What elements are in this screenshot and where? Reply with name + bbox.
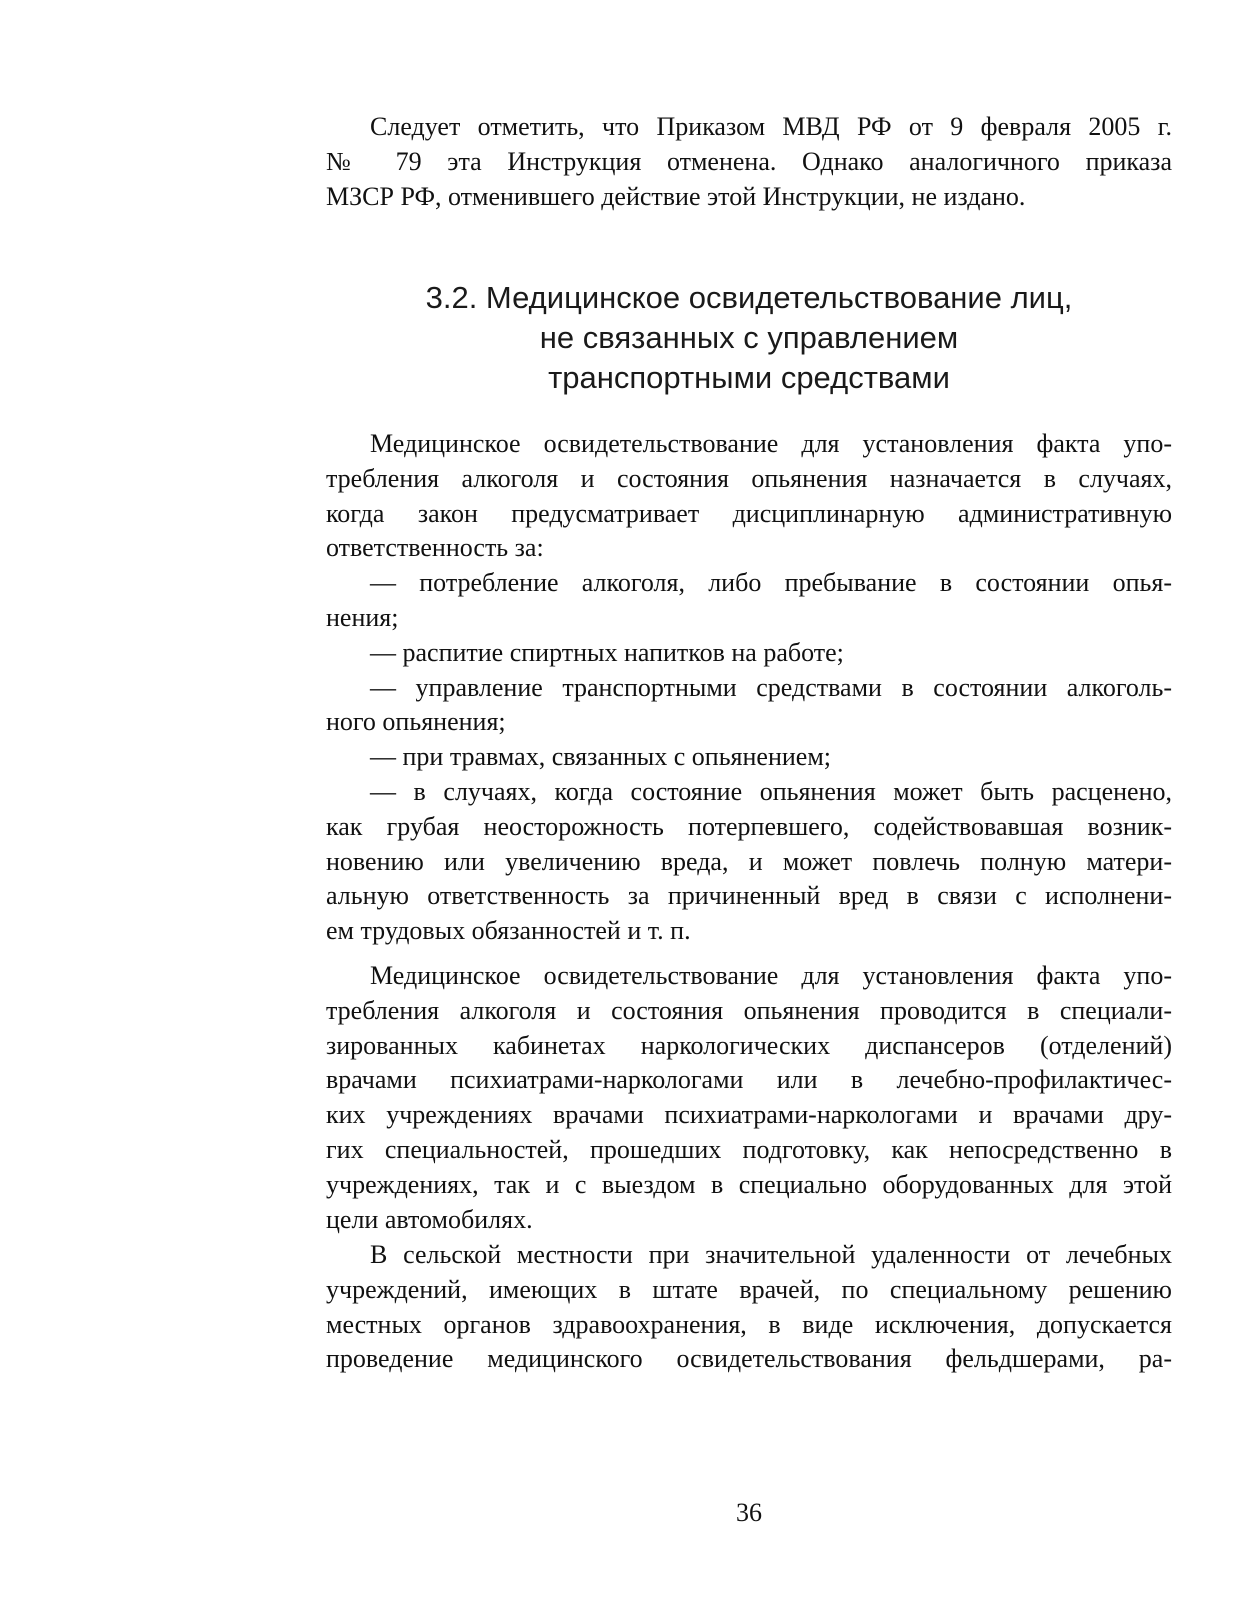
- list-item-line: нения;: [326, 602, 399, 632]
- body-paragraph-1: [326, 427, 1172, 949]
- text-line: № 79 эта Инструкция отменена. Однако аналогичного приказа: [326, 146, 1172, 176]
- text-line: МЗСР РФ, отменившего действие этой Инструкции, не издано.: [326, 181, 1026, 211]
- list-item-line: ного опьянения;: [326, 707, 506, 737]
- list-item-line: — распитие спиртных напитков на работе;: [370, 637, 844, 667]
- text-line: В сельской местности при значительной удаленности от лечебных: [370, 1240, 1172, 1269]
- list-item-line: новению или увеличению вреда, и может повлечь полную матери-: [326, 846, 1172, 876]
- text-line: местных органов здравоохранения, в виде исключения, допускается: [326, 1309, 1172, 1339]
- list-item-line: ем трудовых обязанностей и т. п.: [326, 916, 691, 946]
- text-line: учреждениях, так и с выездом в специально оборудованных для этой: [326, 1169, 1172, 1199]
- list-item-line: — потребление алкоголя, либо пребывание в состоянии опья-: [370, 568, 1172, 598]
- text-line: цели автомобилях.: [326, 1204, 533, 1234]
- heading-line: не связанных с управлением: [539, 320, 959, 355]
- intro-paragraph: [326, 110, 1172, 214]
- text-line: врачами психиатрами-наркологами или в лечебно-профилактичес-: [326, 1065, 1172, 1095]
- text-line: ответственность за:: [326, 533, 544, 563]
- list-item-line: — управление транспортными средствами в состоянии алкоголь-: [370, 672, 1172, 702]
- list-item-line: — при травмах, связанных с опьянением;: [370, 742, 832, 772]
- heading-line: 3.2. Медицинское освидетельствование лиц,: [425, 280, 1073, 315]
- list-item-line: альную ответственность за причиненный вред в связи с исполнени-: [326, 881, 1172, 911]
- text-line: Медицинское освидетельствование для установления факта упо-: [370, 429, 1172, 458]
- text-line: Следует отметить, что Приказом МВД РФ от 9 февраля 2005 г.: [370, 112, 1172, 141]
- heading-line: транспортными средствами: [548, 360, 950, 395]
- text-line: гих специальностей, прошедших подготовку, как непосредственно в: [326, 1134, 1172, 1164]
- section-heading: [326, 278, 1172, 398]
- list-item-line: — в случаях, когда состояние опьянения может быть расценено,: [370, 776, 1172, 806]
- text-line: ких учреждениях врачами психиатрами-наркологами и врачами дру-: [326, 1100, 1172, 1130]
- text-line: требления алкоголя и состояния опьянения проводится в специали-: [326, 995, 1172, 1025]
- text-line: зированных кабинетах наркологических диспансеров (отделений): [326, 1030, 1172, 1060]
- text-line: учреждений, имеющих в штате врачей, по специальному решению: [326, 1274, 1172, 1304]
- page-number: 36: [736, 1498, 762, 1527]
- body-paragraph-3: [326, 1238, 1172, 1377]
- list-item-line: как грубая неосторожность потерпевшего, содействовавшая возник-: [326, 811, 1172, 841]
- text-line: проведение медицинского освидетельствования фельдшерами, ра-: [326, 1344, 1172, 1374]
- text-line: требления алкоголя и состояния опьянения назначается в случаях,: [326, 463, 1172, 493]
- text-line: когда закон предусматривает дисциплинарную административную: [326, 498, 1172, 528]
- text-line: Медицинское освидетельствование для установления факта упо-: [370, 961, 1172, 990]
- body-paragraph-2: [326, 959, 1172, 1237]
